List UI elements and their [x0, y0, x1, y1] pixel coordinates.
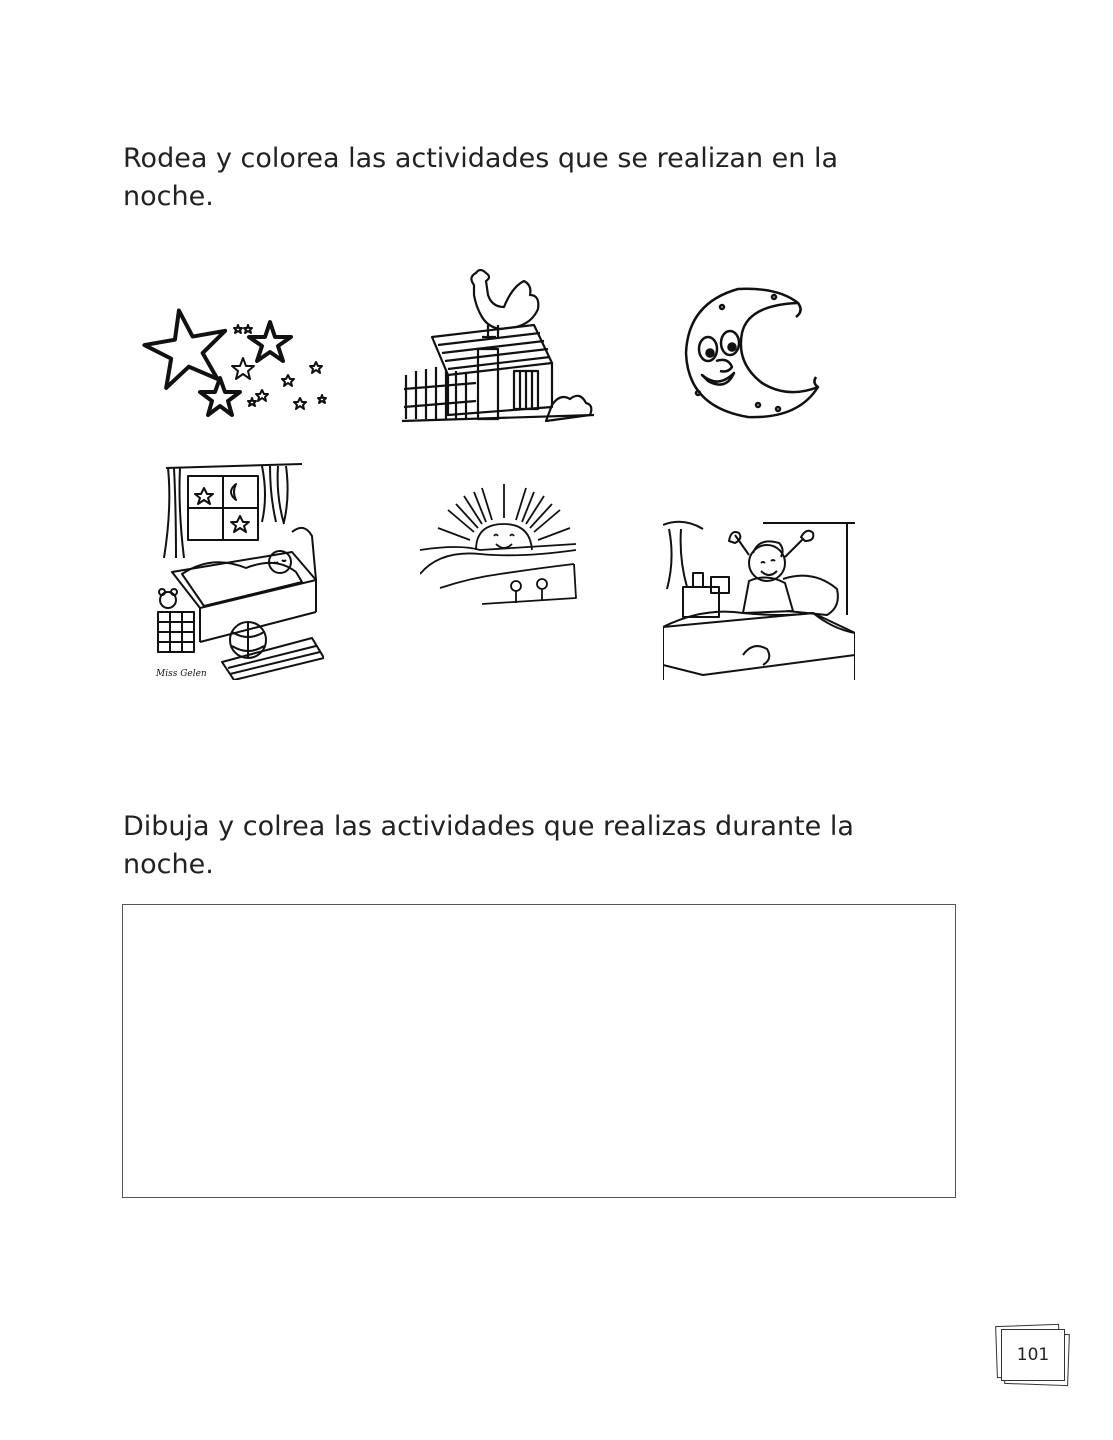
sunrise-landscape-icon [420, 478, 580, 610]
crescent-moon-icon [678, 283, 828, 423]
rooster-house-icon [402, 265, 594, 425]
drawing-area[interactable] [122, 904, 956, 1198]
child-waking-up-icon [663, 515, 855, 680]
stars-picture[interactable] [140, 300, 335, 425]
artist-signature: Miss Gelen [156, 669, 207, 679]
child-sleeping-in-bed-icon [152, 462, 324, 680]
rooster-house-picture[interactable] [402, 265, 594, 425]
instruction-draw-and-color: Dibuja y colrea las actividades que realizas durante la noche. [123, 811, 854, 880]
instruction-circle-and-color: Rodea y colorea las actividades que se realizan en la noche. [123, 143, 839, 212]
page-number: 101 [1001, 1329, 1065, 1381]
sunrise-picture[interactable] [420, 478, 580, 610]
moon-picture[interactable] [678, 283, 828, 423]
sleeping-child-picture[interactable] [152, 462, 324, 680]
stars-icon [140, 300, 335, 425]
waking-child-picture[interactable] [663, 515, 855, 680]
